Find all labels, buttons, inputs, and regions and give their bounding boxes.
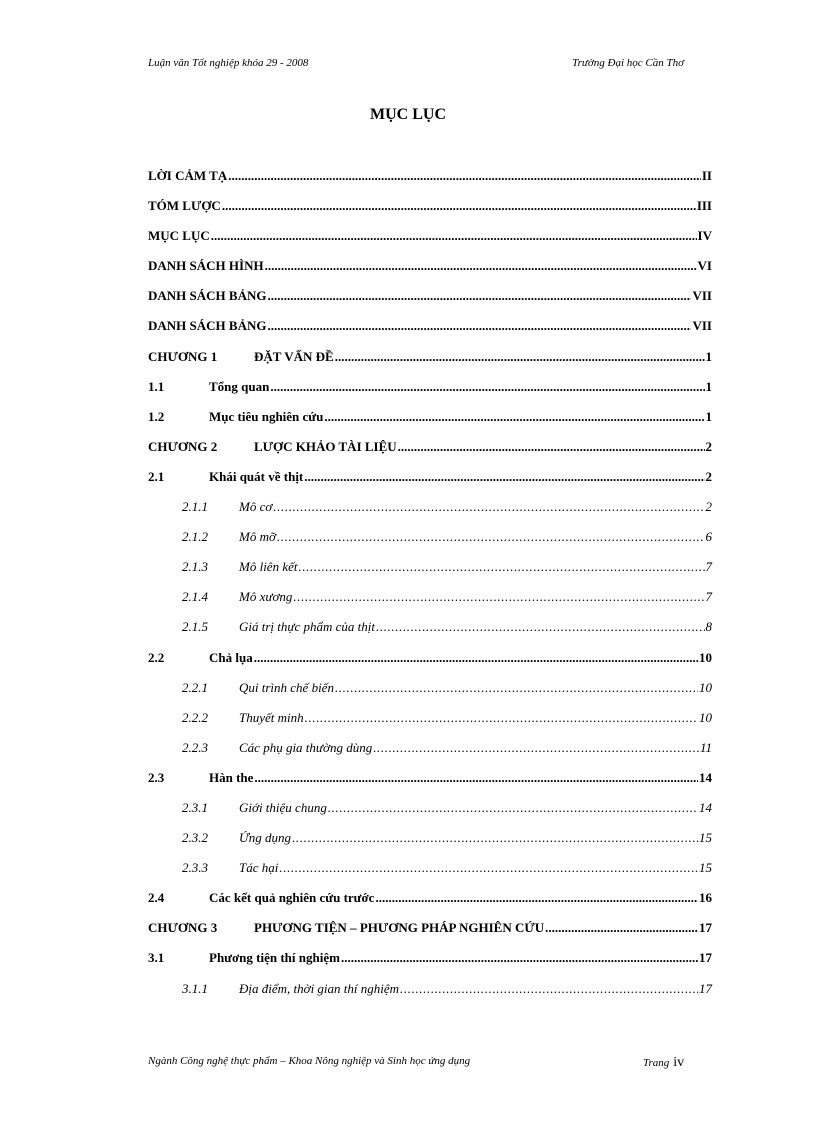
toc-entry: [148, 469, 712, 499]
toc-dot-leader: [324, 409, 704, 425]
toc-entry-page: 14: [699, 799, 712, 815]
toc-entry-label: Tác hại: [239, 860, 279, 876]
toc-entry-label: DANH SÁCH HÌNH: [148, 258, 264, 274]
toc-entry: [148, 710, 712, 740]
toc-entry-page: 2: [705, 499, 712, 515]
toc-entry-page: VII: [692, 288, 712, 304]
toc-dot-leader: [398, 439, 705, 455]
footer-page-number: iv: [673, 1055, 685, 1070]
footer-page-label: Trang: [643, 1057, 670, 1069]
toc-entry: [148, 920, 712, 950]
footer-page: [643, 1055, 684, 1071]
toc-entry: [148, 379, 712, 409]
toc-entry-page: 10: [699, 649, 712, 665]
toc-entry-page: VII: [692, 318, 712, 334]
toc-entry-label: PHƯƠNG TIỆN – PHƯƠNG PHÁP NGHIÊN CỨU: [254, 920, 545, 936]
toc-entry-page: 17: [699, 950, 712, 966]
toc-dot-leader: [279, 860, 698, 876]
toc-dot-leader: [211, 228, 697, 244]
toc-dot-leader: [254, 770, 698, 786]
toc-entry-label: Mô mỡ: [239, 529, 276, 545]
toc-entry-page: 16: [699, 890, 712, 906]
toc-entry-number: 2.4: [148, 890, 165, 906]
toc-entry-label: Ứng dụng: [239, 830, 292, 846]
toc-entry: [148, 680, 712, 710]
toc-entry-label: Mô xương: [239, 589, 293, 605]
toc-entry-label: MỤC LỤC: [148, 228, 210, 244]
toc-entry-number: 2.3.2: [182, 830, 208, 846]
toc-entry-label: Thuyết minh: [239, 709, 304, 725]
toc-entry: [148, 981, 712, 1011]
toc-entry-number: 2.3.1: [182, 799, 208, 815]
toc-entry-page: 10: [699, 709, 712, 725]
toc-entry-page: 2: [705, 438, 712, 454]
toc-entry-number: 2.3.3: [182, 860, 208, 876]
toc-entry-label: DANH SÁCH BẢNG: [148, 318, 267, 334]
toc-dot-leader: [400, 981, 698, 997]
toc-entry-page: III: [696, 198, 712, 214]
toc-entry: [148, 589, 712, 619]
toc-entry-page: 10: [699, 679, 712, 695]
toc-entry: [148, 168, 712, 198]
toc-entry: [148, 650, 712, 680]
toc-entry-label: Mục tiêu nghiên cứu: [209, 408, 324, 424]
toc-dot-leader: [292, 830, 698, 846]
toc-entry-page: 2: [705, 468, 712, 484]
toc-dot-leader: [298, 559, 704, 575]
toc-entry-number: 2.1.1: [182, 499, 208, 515]
toc-dot-leader: [293, 589, 704, 605]
toc-entry-page: 6: [705, 529, 712, 545]
toc-entry-number: 2.1: [148, 468, 165, 484]
toc-entry: [148, 770, 712, 800]
toc-dot-leader: [341, 950, 698, 966]
toc-dot-leader: [545, 920, 698, 936]
toc-entry-page: 1: [705, 378, 712, 394]
toc-entry: [148, 228, 712, 258]
toc-entry-page: IV: [697, 228, 712, 244]
toc-entry-page: 15: [699, 830, 712, 846]
toc-entry: [148, 499, 712, 529]
toc-entry-label: Tổng quan: [209, 378, 270, 394]
toc-entry-number: 3.1.1: [182, 980, 208, 996]
toc-entry-page: VI: [697, 258, 712, 274]
toc-entry-number: 2.1.3: [182, 559, 208, 575]
toc-entry: [148, 529, 712, 559]
toc-entry-number: 2.2.3: [182, 739, 208, 755]
toc-entry-page: 17: [699, 920, 712, 936]
toc-dot-leader: [254, 650, 698, 666]
toc-entry-number: 1.1: [148, 378, 165, 394]
toc-entry: [148, 740, 712, 770]
toc-entry: [148, 349, 712, 379]
toc-dot-leader: [267, 288, 691, 304]
toc-entry-page: 15: [699, 860, 712, 876]
toc-entry: [148, 890, 712, 920]
toc-entry-number: 2.1.5: [182, 619, 208, 635]
toc-dot-leader: [373, 740, 699, 756]
toc-entry-label: Hàn the: [209, 769, 254, 785]
toc-dot-leader: [328, 800, 698, 816]
toc-entry: [148, 288, 712, 318]
toc-entry-number: 1.2: [148, 408, 165, 424]
toc-entry: [148, 830, 712, 860]
toc-entry-label: Các kết quả nghiên cứu trước: [209, 890, 375, 906]
toc-entry: [148, 198, 712, 228]
toc-entry-label: Địa điểm, thời gian thí nghiệm: [239, 980, 400, 996]
running-header-left: Luận văn Tốt nghiệp khóa 29 - 2008: [148, 57, 309, 69]
footer-department: Ngành Công nghệ thực phẩm – Khoa Nông nghiệp và Sinh học ứng dụng: [148, 1055, 471, 1067]
toc-dot-leader: [305, 710, 698, 726]
toc-entry-page: 1: [705, 408, 712, 424]
toc-entry: [148, 950, 712, 980]
toc-entry-label: Khái quát về thịt: [209, 468, 304, 484]
toc-entry-label: Mô liên kết: [239, 559, 298, 575]
toc-entry-page: 8: [705, 619, 712, 635]
toc-entry-page: 11: [699, 739, 712, 755]
toc-dot-leader: [267, 318, 691, 334]
toc-entry-number: CHƯƠNG 3: [148, 920, 218, 936]
toc-entry-number: 2.1.2: [182, 529, 208, 545]
toc-entry-label: LỜI CẢM TẠ: [148, 168, 228, 183]
toc-dot-leader: [265, 258, 697, 274]
toc-dot-leader: [228, 168, 701, 184]
toc-entry-page: 7: [705, 559, 712, 575]
running-header-right: Trường Đại học Cần Thơ: [572, 57, 684, 69]
toc-entry: [148, 439, 712, 469]
toc-entry: [148, 619, 712, 649]
toc-dot-leader: [277, 529, 705, 545]
toc-entry-label: Qui trình chế biến: [239, 679, 334, 695]
toc-entry-number: CHƯƠNG 2: [148, 438, 218, 454]
toc-dot-leader: [376, 619, 705, 635]
toc-entry-label: TÓM LƯỢC: [148, 198, 221, 214]
toc-entry-label: DANH SÁCH BẢNG: [148, 288, 267, 304]
toc-entry-page: 14: [699, 769, 712, 785]
page-title: MỤC LỤC: [370, 106, 446, 123]
toc-entry-label: Chả lụa: [209, 649, 253, 665]
toc-entry-page: 7: [705, 589, 712, 605]
toc-entry-label: Giá trị thực phẩm của thịt: [239, 619, 375, 635]
toc-entry-label: LƯỢC KHẢO TÀI LIỆU: [254, 438, 397, 454]
toc-entry-label: ĐẶT VẤN ĐỀ: [254, 348, 334, 364]
toc-entry: [148, 409, 712, 439]
toc-dot-leader: [270, 379, 704, 395]
toc-entry: [148, 860, 712, 890]
toc-dot-leader: [222, 198, 696, 214]
toc-entry: [148, 318, 712, 348]
toc-entry-label: Mô cơ: [239, 499, 273, 515]
toc-entry-number: 2.2: [148, 649, 165, 665]
toc-entry-number: 2.2.2: [182, 709, 208, 725]
toc-entry-page: II: [701, 168, 712, 183]
toc-dot-leader: [273, 499, 704, 515]
toc-entry-label: Các phụ gia thường dùng: [239, 739, 373, 755]
toc-entry-number: 3.1: [148, 950, 165, 966]
table-of-contents: [148, 168, 712, 1011]
toc-entry-label: Phương tiện thí nghiệm: [209, 950, 340, 966]
toc-entry-page: 17: [699, 980, 712, 996]
toc-entry-number: CHƯƠNG 1: [148, 348, 218, 364]
toc-dot-leader: [304, 469, 704, 485]
toc-dot-leader: [335, 680, 698, 696]
toc-dot-leader: [335, 349, 705, 365]
toc-entry: [148, 258, 712, 288]
toc-entry: [148, 559, 712, 589]
toc-entry-page: 1: [705, 348, 712, 364]
toc-entry-label: Giới thiệu chung: [239, 799, 327, 815]
toc-entry-number: 2.3: [148, 769, 165, 785]
toc-entry-number: 2.2.1: [182, 679, 208, 695]
toc-dot-leader: [375, 890, 698, 906]
toc-entry-number: 2.1.4: [182, 589, 208, 605]
toc-entry: [148, 800, 712, 830]
